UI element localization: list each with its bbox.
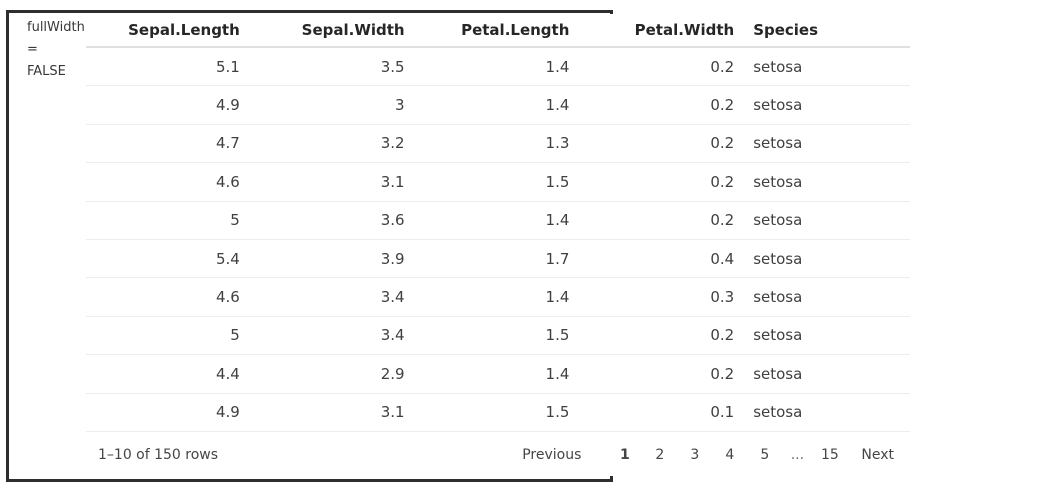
cell-species: setosa — [753, 288, 803, 307]
cell-petal-length: 1.4 — [545, 364, 570, 383]
column-header-petal-length[interactable]: Petal.Length — [461, 21, 570, 39]
cell-petal-length: 1.4 — [545, 96, 570, 115]
cell-sepal-width: 3.2 — [380, 134, 405, 153]
cell-species: setosa — [753, 326, 803, 345]
page-button-4[interactable]: 4 — [712, 447, 747, 463]
cell-sepal-width: 3.9 — [380, 249, 405, 268]
page-button-2[interactable]: 2 — [642, 447, 677, 463]
page-ellipsis: ... — [790, 446, 805, 463]
cell-species: setosa — [753, 57, 803, 76]
cell-species: setosa — [753, 211, 803, 230]
table-body — [86, 48, 910, 432]
column-header-sepal-width[interactable]: Sepal.Width — [301, 21, 405, 39]
page-number-list — [607, 447, 847, 463]
cell-sepal-length: 4.9 — [215, 403, 240, 422]
cell-species: setosa — [753, 364, 803, 383]
cell-petal-length: 1.4 — [545, 288, 570, 307]
annotation-line: fullWidth — [27, 20, 85, 35]
pagination-nav — [522, 447, 894, 463]
cell-petal-width: 0.2 — [710, 172, 735, 191]
cell-sepal-length: 4.6 — [215, 172, 240, 191]
cell-sepal-width: 3 — [395, 96, 405, 115]
cell-petal-length: 1.3 — [545, 134, 570, 153]
cell-species: setosa — [753, 96, 803, 115]
table-row — [86, 48, 910, 86]
page-button-15[interactable]: 15 — [812, 447, 847, 463]
cell-petal-width: 0.2 — [710, 326, 735, 345]
table-row — [86, 394, 910, 432]
cell-sepal-length: 5 — [230, 326, 240, 345]
annotation-line: = — [27, 42, 38, 57]
cell-petal-length: 1.5 — [545, 326, 570, 345]
page-info: 1–10 of 150 rows — [98, 446, 219, 463]
annotation-line: FALSE — [27, 64, 66, 79]
next-page-button[interactable]: Next — [861, 446, 894, 463]
cell-sepal-length: 4.9 — [215, 96, 240, 115]
table-row — [86, 86, 910, 124]
cell-petal-width: 0.1 — [710, 403, 735, 422]
table-row — [86, 202, 910, 240]
cell-species: setosa — [753, 249, 803, 268]
cell-petal-width: 0.2 — [710, 211, 735, 230]
cell-sepal-length: 5.1 — [215, 57, 240, 76]
cell-sepal-width: 3.1 — [380, 403, 405, 422]
table-row — [86, 125, 910, 163]
cell-sepal-width: 3.6 — [380, 211, 405, 230]
cell-petal-length: 1.4 — [545, 57, 570, 76]
cell-species: setosa — [753, 172, 803, 191]
cell-sepal-width: 3.4 — [380, 326, 405, 345]
cell-sepal-length: 5 — [230, 211, 240, 230]
iris-data-table — [86, 14, 910, 476]
table-row — [86, 278, 910, 316]
cell-species: setosa — [753, 403, 803, 422]
table-row — [86, 240, 910, 278]
cell-sepal-width: 3.1 — [380, 172, 405, 191]
cell-sepal-width: 2.9 — [380, 364, 405, 383]
column-header-petal-width[interactable]: Petal.Width — [634, 21, 735, 39]
table-header-row — [86, 14, 910, 48]
cell-sepal-length: 4.7 — [215, 134, 240, 153]
column-header-species[interactable]: Species — [753, 21, 819, 39]
cell-petal-width: 0.4 — [710, 249, 735, 268]
previous-page-button[interactable]: Previous — [522, 446, 582, 463]
fullwidth-annotation — [27, 17, 89, 83]
page-button-5[interactable]: 5 — [747, 447, 782, 463]
cell-petal-width: 0.2 — [710, 134, 735, 153]
pagination-bar — [86, 432, 910, 476]
table-row — [86, 355, 910, 393]
cell-petal-length: 1.5 — [545, 172, 570, 191]
cell-species: setosa — [753, 134, 803, 153]
table-row — [86, 163, 910, 201]
cell-petal-width: 0.2 — [710, 57, 735, 76]
cell-sepal-length: 4.6 — [215, 288, 240, 307]
cell-petal-length: 1.5 — [545, 403, 570, 422]
cell-sepal-length: 4.4 — [215, 364, 240, 383]
cell-petal-width: 0.3 — [710, 288, 735, 307]
cell-sepal-length: 5.4 — [215, 249, 240, 268]
cell-petal-width: 0.2 — [710, 364, 735, 383]
cell-petal-length: 1.4 — [545, 211, 570, 230]
column-header-sepal-length[interactable]: Sepal.Length — [128, 21, 240, 39]
table-row — [86, 317, 910, 355]
cell-sepal-width: 3.5 — [380, 57, 405, 76]
cell-petal-width: 0.2 — [710, 96, 735, 115]
page-button-3[interactable]: 3 — [677, 447, 712, 463]
cell-petal-length: 1.7 — [545, 249, 570, 268]
page-button-1[interactable]: 1 — [607, 447, 642, 463]
cell-sepal-width: 3.4 — [380, 288, 405, 307]
